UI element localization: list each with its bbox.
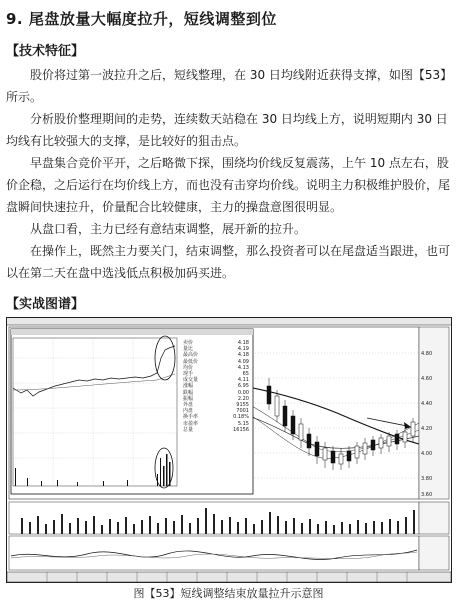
stat-label: 总量 — [183, 426, 194, 433]
inset-title-bar — [11, 329, 253, 335]
stat-value: 4.09 — [237, 358, 249, 365]
stat-label: 均价 — [183, 364, 194, 371]
paragraph-3: 早盘集合竞价平开，之后略微下探，围绕均价线反复震荡，上午 10 点左右，股价企稳，之后运行在均价线上方，而也没有击穿均价线。说明主力积极维护股价，尾盘瞬间快速拉升，价量配合比较健康，主力的操盘意图很明显。 — [6, 156, 451, 214]
stat-label: 最低价 — [183, 358, 199, 365]
stat-value: 4.11 — [237, 377, 249, 384]
stat-label: 市盈率 — [183, 420, 199, 427]
stat-value: 5.15 — [237, 420, 249, 427]
stat-value: 2.20 — [237, 395, 249, 402]
stat-value: 0.18% — [233, 414, 249, 421]
stat-value: 4.18 — [237, 352, 249, 359]
indicator-panel — [9, 536, 419, 570]
stat-label: 换手率 — [183, 414, 199, 421]
stat-value: 4.18 — [237, 340, 249, 346]
stat-label: 外盘 — [183, 402, 194, 409]
arrow-line — [367, 418, 407, 426]
stat-value: 6.95 — [237, 383, 249, 390]
paragraph-1: 股价将过第一波拉升之后，短线整理，在 30 日均线附近获得支撑，如图【53】所示。 — [6, 68, 447, 104]
price-axis-label: 4.20 — [421, 426, 433, 432]
stat-label: 成交量 — [183, 377, 199, 384]
stat-value: 65 — [242, 371, 249, 378]
paragraph-4: 从盘口看，主力已经有意结束调整，展开新的拉升。 — [30, 222, 307, 236]
stat-label: 跌幅 — [183, 389, 194, 396]
stat-value: 7001 — [236, 408, 249, 415]
bottom-tab-bar — [7, 572, 451, 582]
price-axis-label: 3.60 — [421, 492, 433, 498]
paragraph-2: 分析股价整理期间的走势，连续数天站稳在 30 日均线上方，说明短期内 30 日均线有比较强大的支撑，是比较好的狙击点。 — [6, 112, 448, 148]
stat-label: 现手 — [183, 371, 194, 378]
stat-label: 量比 — [183, 346, 194, 353]
stat-label: 最高价 — [183, 352, 199, 359]
stat-label: 内盘 — [183, 408, 194, 415]
indicator-line-1 — [11, 550, 417, 560]
stat-row — [183, 427, 249, 433]
candlesticks — [267, 378, 415, 470]
stat-value: 16156 — [233, 426, 249, 433]
price-axis-label: 4.00 — [421, 451, 433, 457]
paragraph-5: 在操作上，既然主力要关门，结束调整，那么投资者可以在尾盘适当跟进，也可以在第二天在盘中选浅低点积极加码买进。 — [6, 244, 451, 280]
stat-value: 4.13 — [237, 364, 249, 371]
section-heading: 9. 尾盘放量大幅度拉升，短线调整到位 — [6, 10, 277, 28]
price-axis-label: 4.40 — [421, 401, 433, 407]
chart-title-bar — [7, 318, 451, 325]
figure-caption: 图【53】短线调整结束放量拉升示意图 — [133, 587, 324, 600]
stock-chart-figure — [6, 317, 452, 583]
price-axis-label: 4.80 — [421, 351, 433, 357]
inset-stats-panel — [183, 340, 249, 433]
price-axis-label: 4.60 — [421, 376, 433, 382]
technical-features-title: 【技术特征】 — [6, 44, 85, 59]
price-axis-label: 3.80 — [421, 476, 433, 482]
stat-label: 振幅 — [183, 395, 194, 402]
stat-label: 卖价 — [183, 340, 194, 346]
stat-value: 4.19 — [237, 346, 249, 353]
stat-value: 0.00 — [237, 389, 249, 396]
chart-section-title: 【实战图谱】 — [6, 297, 85, 312]
stat-label: 涨幅 — [183, 383, 194, 390]
daily-volume-bars — [21, 508, 415, 534]
stat-value: 9155 — [236, 402, 249, 409]
